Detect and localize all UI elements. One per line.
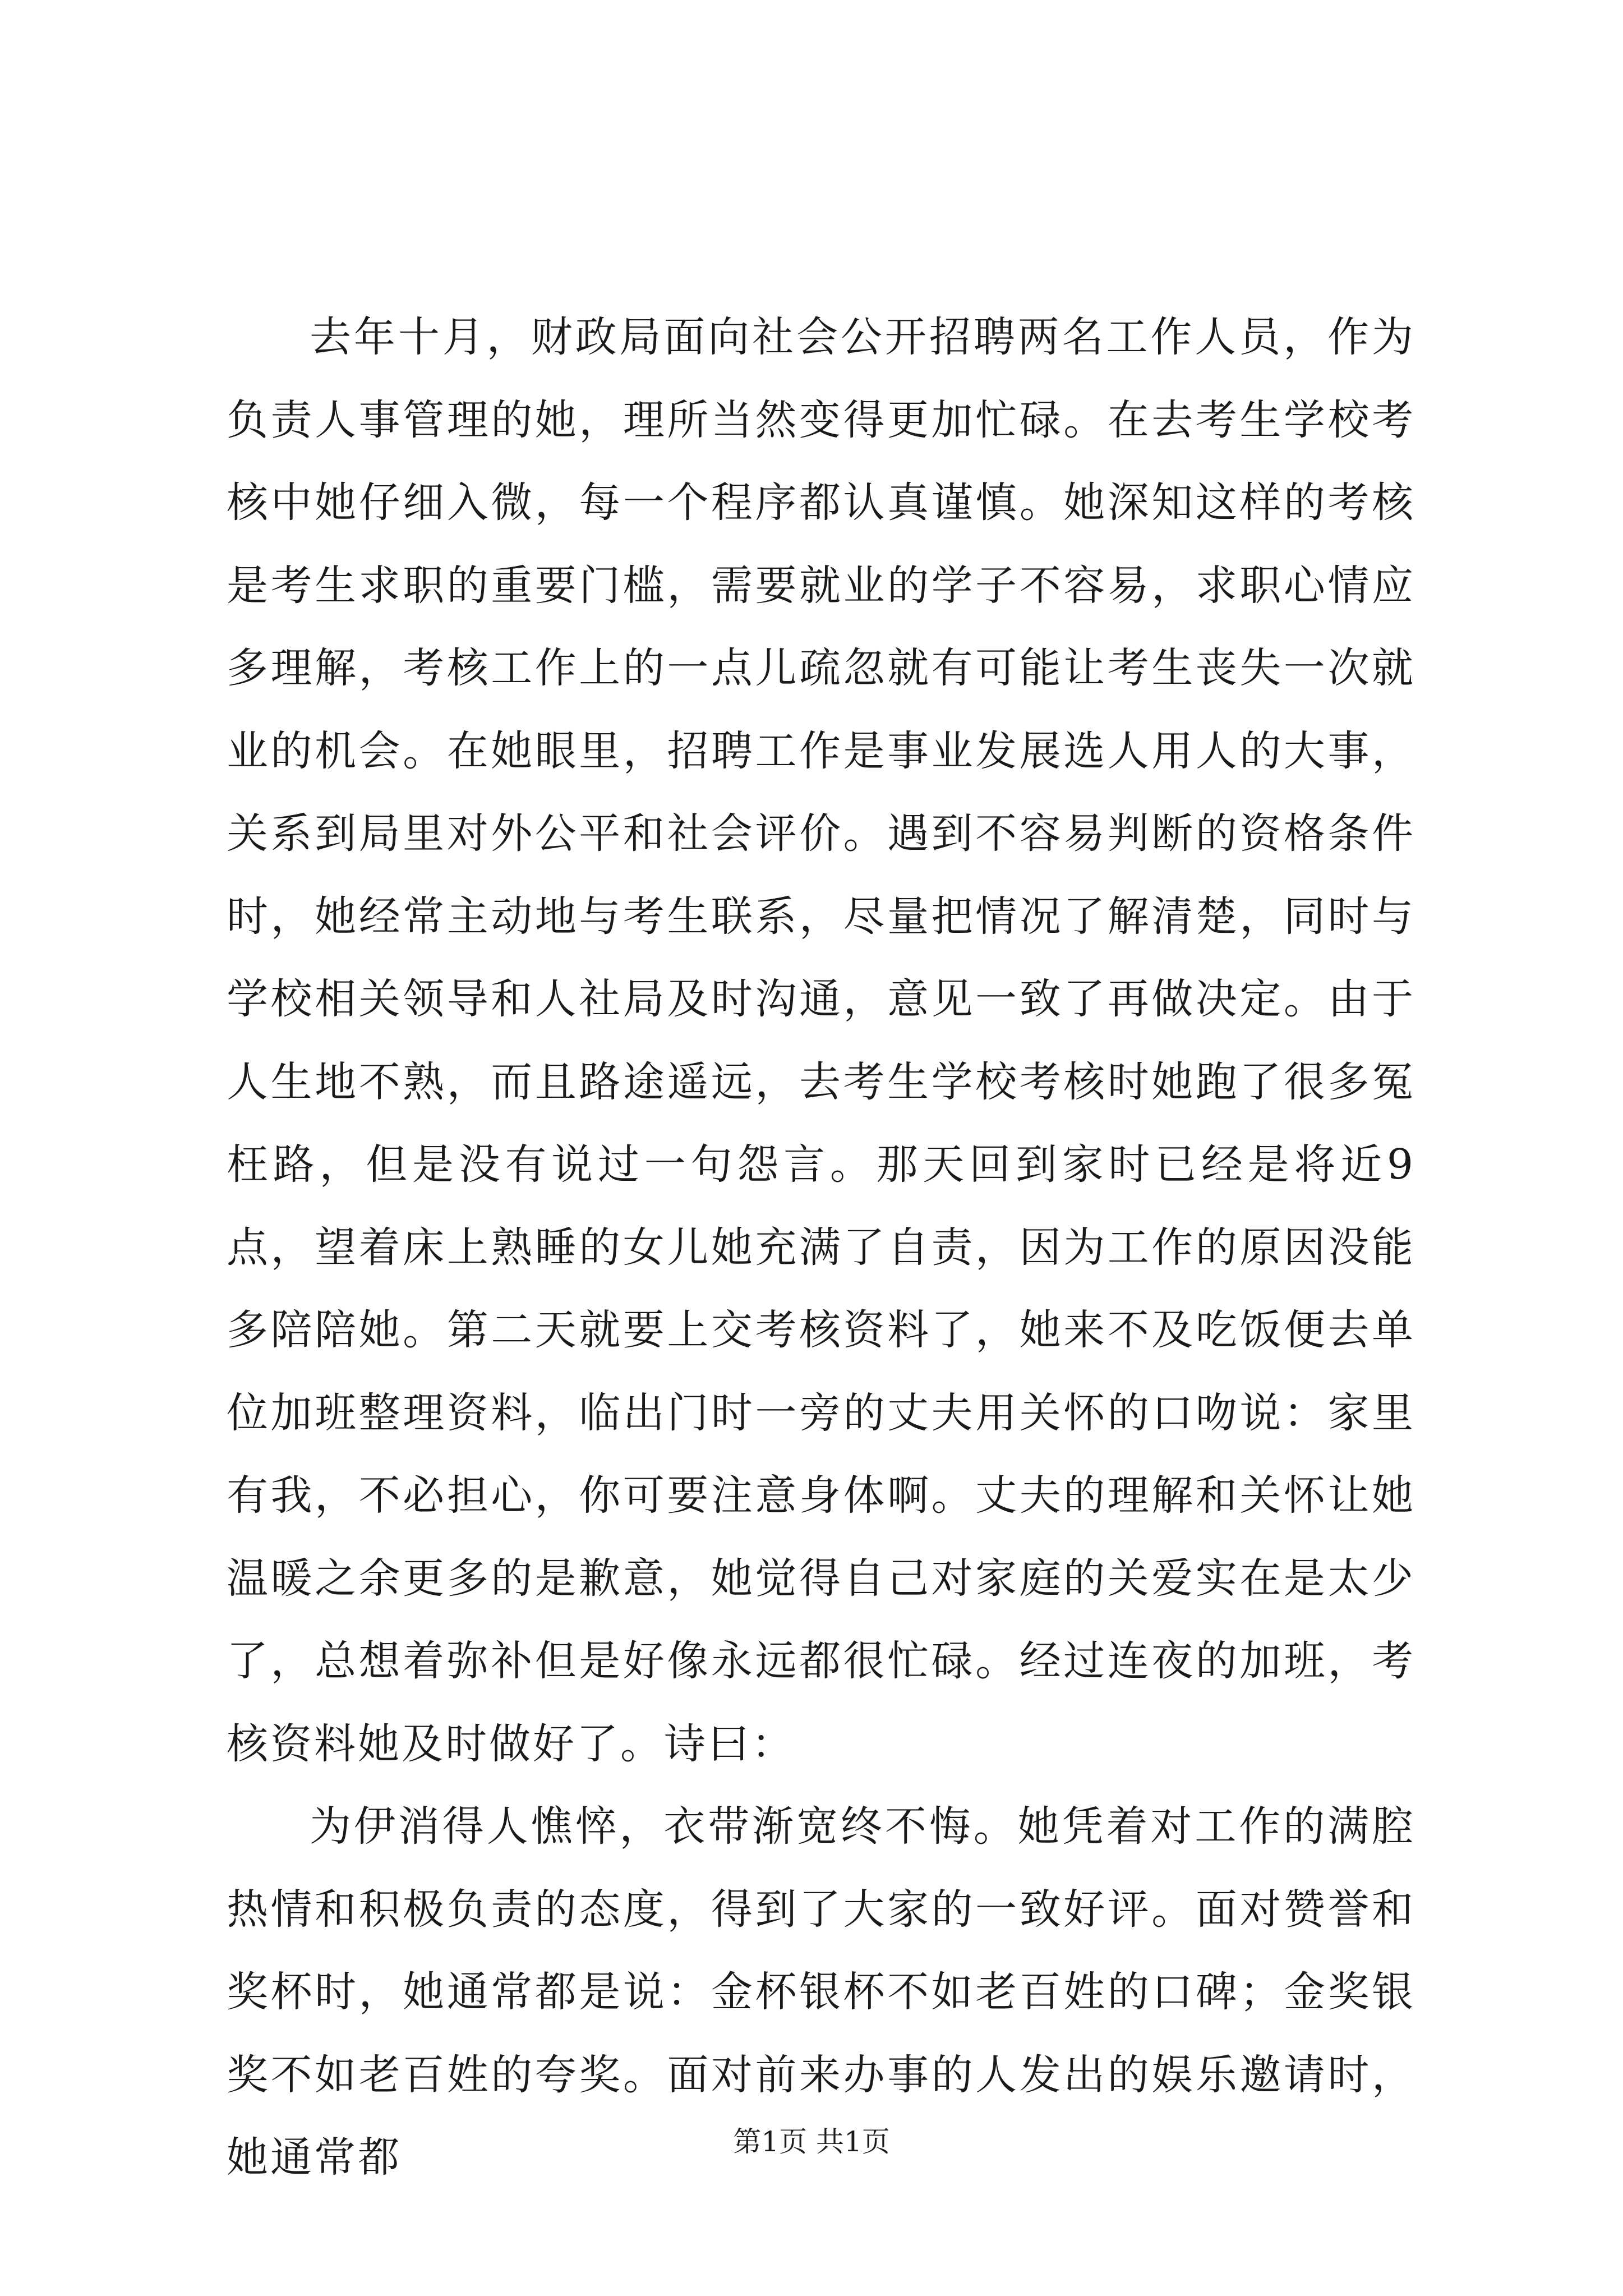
page-footer: 第1页 共1页 bbox=[733, 2125, 890, 2158]
paragraph-2: 为伊消得人憔悴，衣带渐宽终不悔。她凭着对工作的满腔热情和积极负责的态度，得到了大家的一致好评。面对赞誉和奖杯时，她通常都是说：金杯银杯不如老百姓的口碑；金奖银奖不如老百姓的夸奖。面对前来办事的人发出的娱乐邀请时，她通常都 bbox=[227, 1802, 1415, 2182]
body-text bbox=[227, 296, 1415, 2200]
paragraph-1: 去年十月，财政局面向社会公开招聘两名工作人员，作为负责人事管理的她，理所当然变得更加忙碌。在去考生学校考核中她仔细入微，每一个程序都认真谨慎。她深知这样的考核是考生求职的重要门槛，需要就业的学子不容易，求职心情应多理解，考核工作上的一点儿疏忽就有可能让考生丧失一次就业的机会。在她眼里，招聘工作是事业发展选人用人的大事，关系到局里对外公平和社会评价。遇到不容易判断的资格条件时，她经常主动地与考生联系，尽量把情况了解清楚，同时与学校相关领导和人社局及时沟通，意见一致了再做决定。由于人生地不熟，而且路途遥远，去考生学校考核时她跑了很多冤枉路，但是没有说过一句怨言。那天回到家时已经是将近9点，望着床上熟睡的女儿她充满了自责，因为工作的原因没能多陪陪她。第二天就要上交考核资料了，她来不及吃饭便去单位加班整理资料，临出门时一旁的丈夫用关怀的口吻说：家里有我，不必担心，你可要注意身体啊。丈夫的理解和关怀让她温暖之余更多的是歉意，她觉得自己对家庭的关爱实在是太少了，总想着弥补但是好像永远都很忙碌。经过连夜的加班，考核资料她及时做好了。诗曰： bbox=[227, 313, 1415, 1768]
